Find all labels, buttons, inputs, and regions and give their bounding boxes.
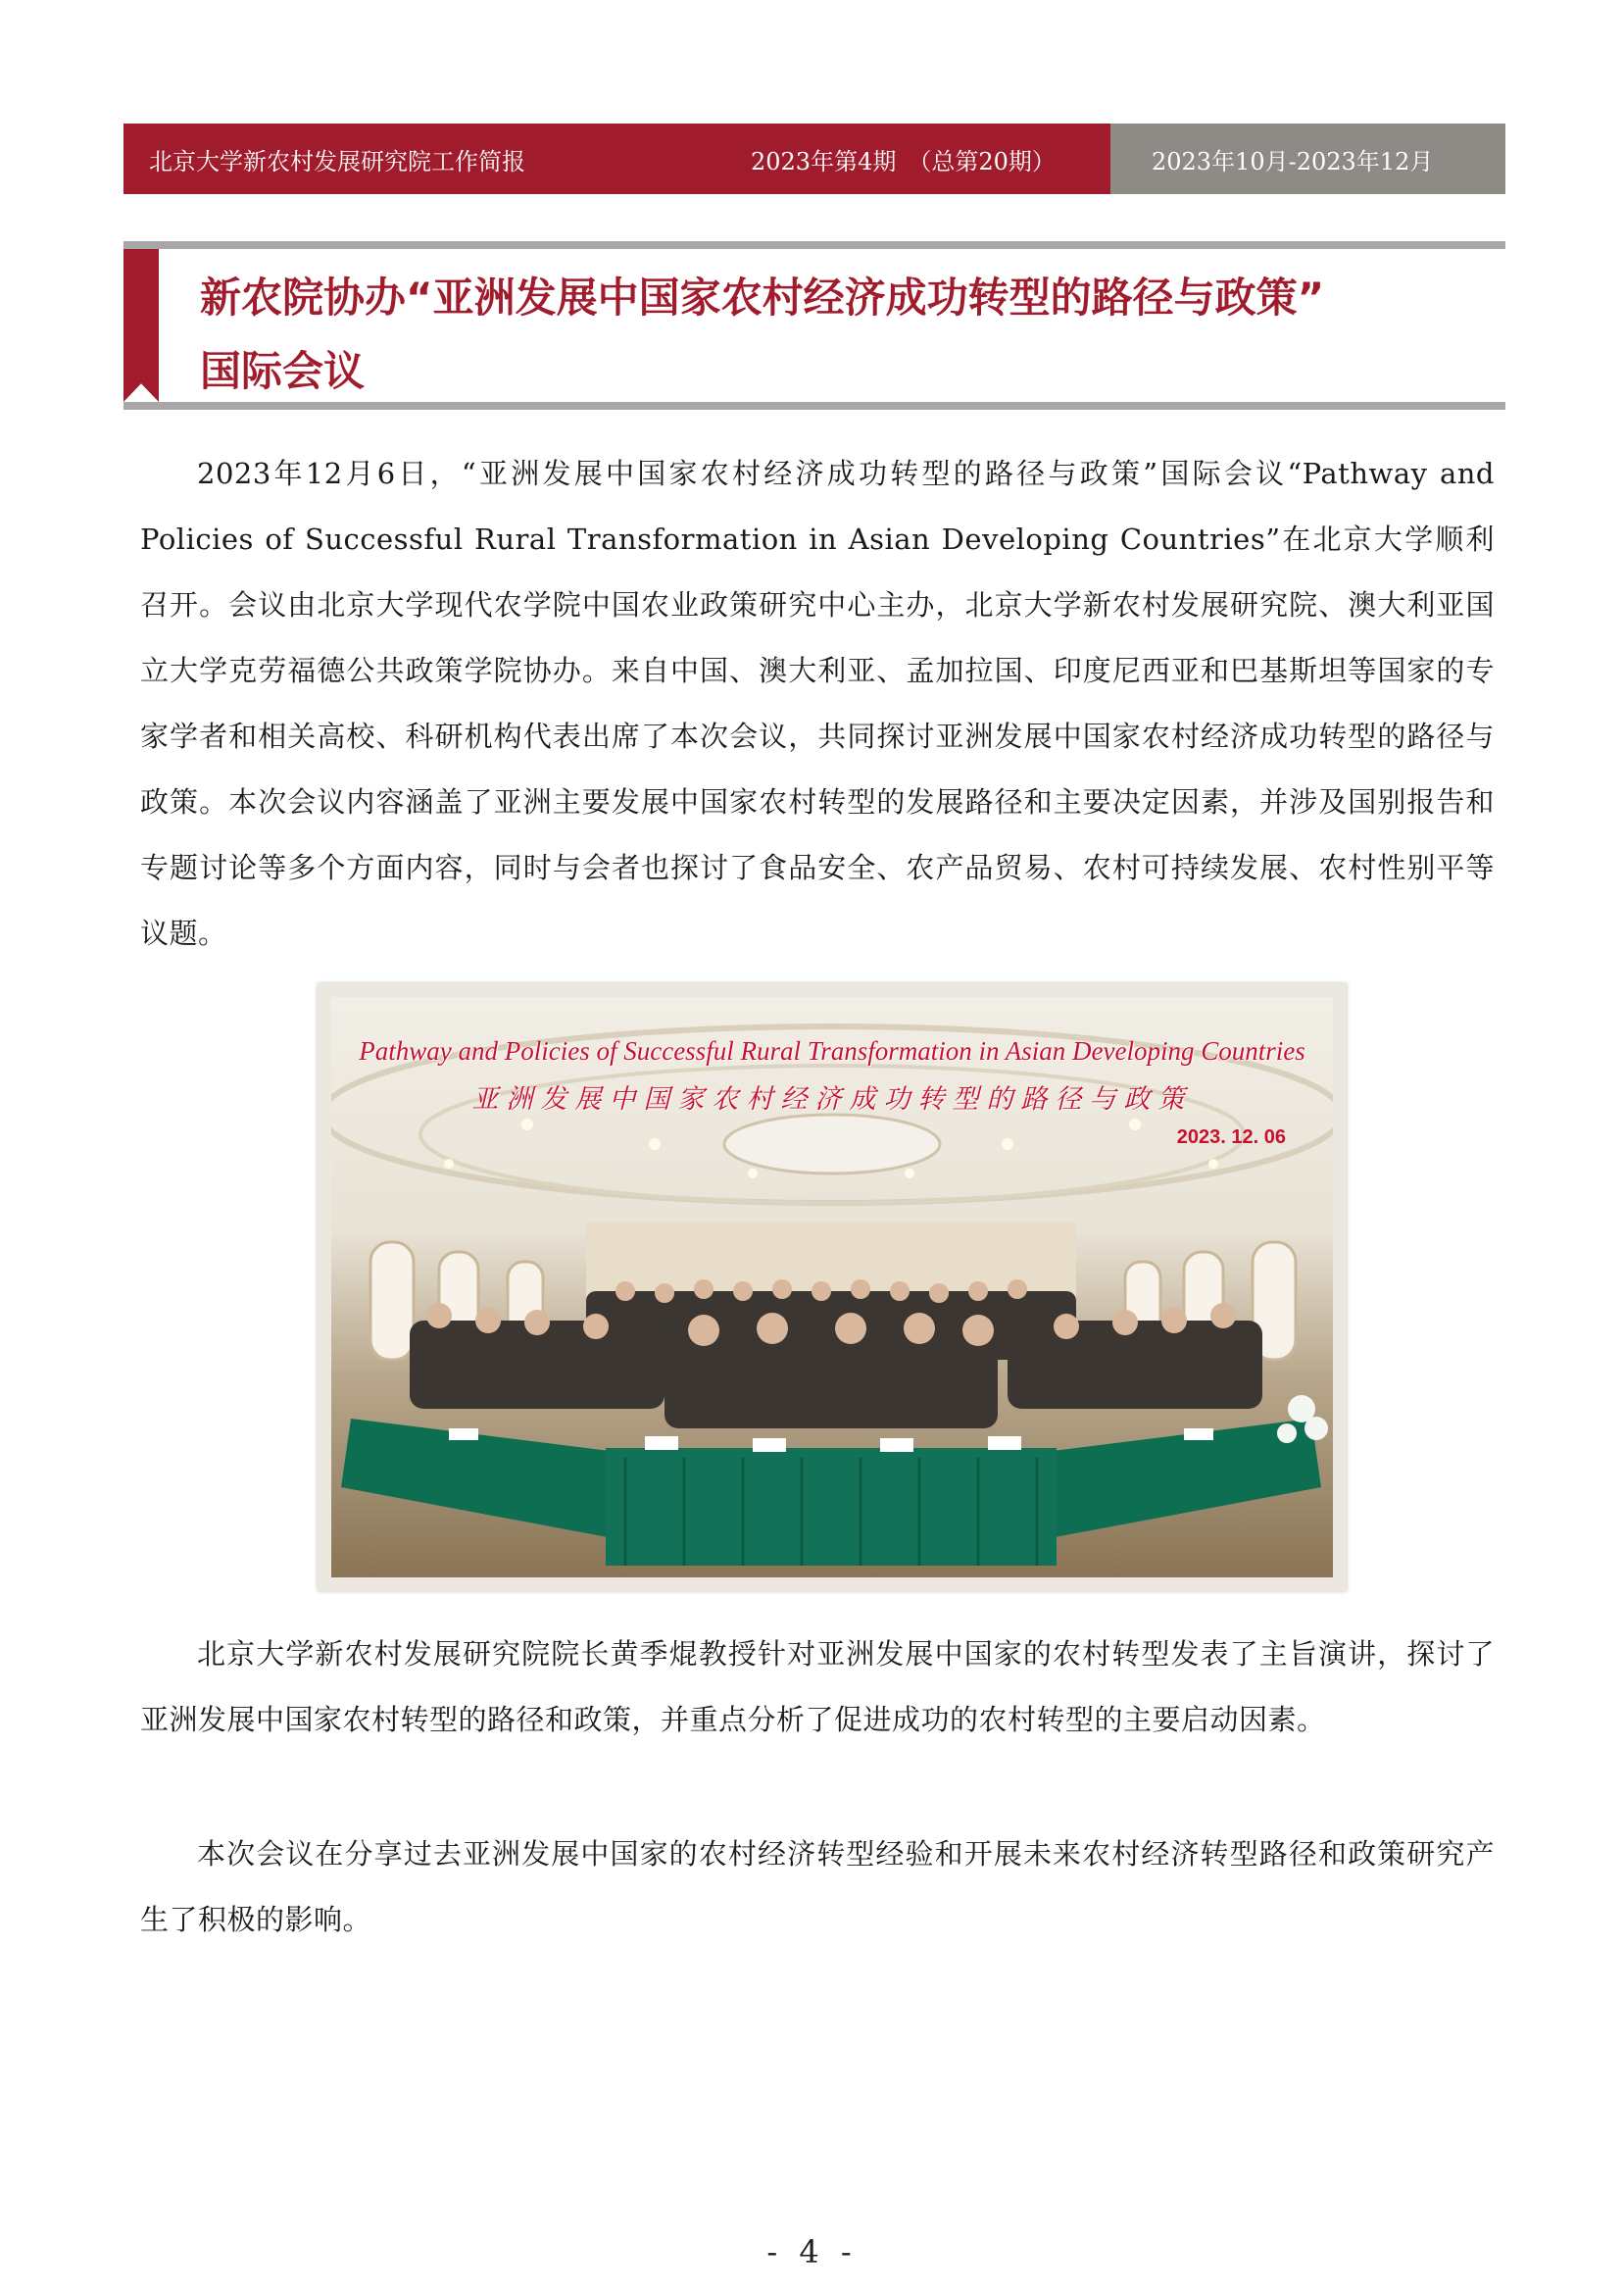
- paragraph-intro: 2023年12月6日，“亚洲发展中国家农村经济成功转型的路径与政策”国际会议“Pathway and Policies of Successful Rural Transformation in Asian Developing Countries”在北京大学顺利召开。会议由北京大学现代农学院中国农业政策研究中心主办，北京大学新农村发展研究院、澳大利亚国立大学克劳福德公共政策学院协办。来自中国、澳大利亚、孟加拉国、印度尼西亚和巴基斯坦等国家的专家学者和相关高校、科研机构代表出席了本次会议，共同探讨亚洲发展中国家农村经济成功转型的路径与政策。本次会议内容涵盖了亚洲主要发展中国家农村转型的发展路径和主要决定因素，并涉及国别报告和专题讨论等多个方面内容，同时与会者也探讨了食品安全、农产品贸易、农村可持续发展、农村性别平等议题。: [140, 457, 1495, 950]
- page-number: - 4 -: [766, 2233, 858, 2271]
- title-bottom-rule: [123, 402, 1505, 410]
- header-period-block: [1110, 124, 1505, 194]
- header-journal-block: [123, 124, 1110, 194]
- article-title: [200, 261, 1494, 408]
- issue-number: 2023年第4期 （总第20期）: [751, 147, 1056, 175]
- paragraph-impact: 本次会议在分享过去亚洲发展中国家的农村经济转型经验和开展未来农村经济转型路径和政策研究产生了积极的影响。: [140, 1837, 1495, 1936]
- bookmark-ribbon: [123, 249, 159, 402]
- article-title-line-2: 国际会议: [200, 347, 366, 395]
- issue-period: 2023年10月-2023年12月: [1152, 147, 1434, 175]
- photo-banner-date: 2023. 12. 06: [1176, 1126, 1286, 1148]
- photo-banner-chinese: 亚洲发展中国家农村经济成功转型的路径与政策: [471, 1084, 1193, 1115]
- running-header: [123, 124, 1505, 194]
- paragraph-keynote: 北京大学新农村发展研究院院长黄季焜教授针对亚洲发展中国家的农村转型发表了主旨演讲，探讨了亚洲发展中国家农村转型的路径和政策，并重点分析了促进成功的农村转型的主要启动因素。: [140, 1637, 1495, 1736]
- journal-name: 北京大学新农村发展研究院工作简报: [149, 147, 525, 175]
- title-top-rule: [123, 241, 1505, 249]
- photo-banner-english: Pathway and Policies of Successful Rural Transformation in Asian Developing Countries: [359, 1036, 1305, 1066]
- conference-photo: [318, 983, 1347, 1591]
- group-photo-image: [331, 997, 1333, 1577]
- article-title-line-1: 新农院协办“亚洲发展中国家农村经济成功转型的路径与政策”: [200, 274, 1325, 322]
